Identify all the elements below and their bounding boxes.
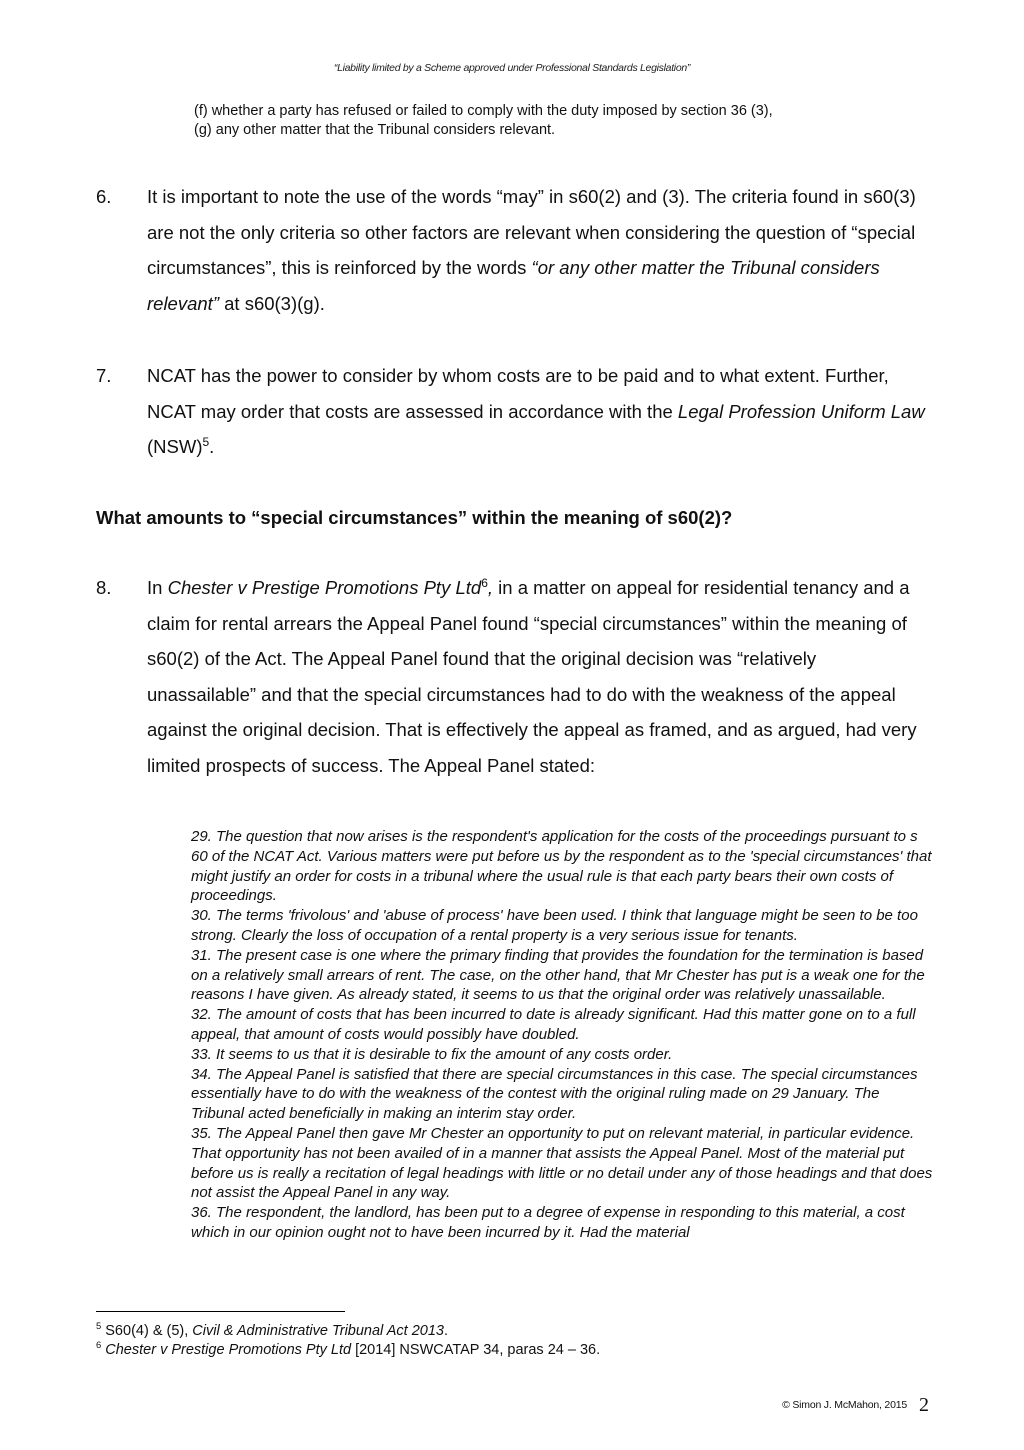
case-name: Chester v Prestige Promotions Pty Ltd (167, 577, 482, 598)
sublist-item-g: (g) any other matter that the Tribunal considers relevant. (194, 122, 556, 138)
paragraph-number: 8. (96, 577, 112, 598)
footnote-ref-6[interactable]: 6 (481, 575, 488, 590)
sublist-item-f: (f) whether a party has refused or failed to comply with the duty imposed by section 36 (3), (194, 103, 773, 119)
paragraph-6 (96, 179, 926, 321)
footnote-5: $^5$ S60(4) & (5), Civil & Administrative Tribunal Act 2013. (96, 1320, 449, 1339)
footnotes (96, 1322, 600, 1360)
page-header: “Liability limited by a Scheme approved under Professional Standards Legislation” (333, 62, 691, 74)
paragraph-7 (96, 358, 926, 465)
paragraph-body: It is important to note the use of the words “may” in s60(2) and (3). The criteria found in s60(3) are not the only criteria so other factors are relevant when considering the question of “special circumstances”, this is reinforced by the words “or any other matter the Tribunal considers relevant” at s60(3)(g). (147, 186, 916, 314)
quote-para-30: 30. The terms 'frivolous' and 'abuse of process' have been used. I think that language might be seen to be too strong. Clearly the loss of occupation of a rental property is a very serious issue for tenants. (191, 907, 918, 944)
criteria-sublist (194, 102, 773, 140)
quote-para-31: 31. The present case is one where the primary finding that provides the foundation for the termination is based on a relatively small arrears of rent. The case, on the other hand, that Mr Chester has put is a weak one for the reasons I have given. As already stated, it seems to us that the original order was relatively unassailable. (191, 946, 925, 1004)
footnote-ref-5[interactable]: 5 (202, 434, 210, 449)
quote-para-32: 32. The amount of costs that has been incurred to date is already significant. Had this matter gone on to a full appeal, that amount of costs would possibly have doubled. (191, 1006, 916, 1043)
footnote-6: $^6$ Chester v Prestige Promotions Pty Ltd [2014] NSWCATAP 34, paras 24 – 36. (96, 1339, 601, 1358)
paragraph-number: 7. (96, 365, 112, 386)
quote-para-34: 34. The Appeal Panel is satisfied that there are special circumstances in this case. The special circumstances essentially have to do with the weakness of the contest with the original ruling made on 29 January. The Tribunal acted beneficially in making an interim stay order. (191, 1065, 918, 1123)
law-title: Legal Profession Uniform Law (677, 400, 925, 422)
copyright-notice: © Simon J. McMahon, 2015 (782, 1399, 907, 1411)
paragraph-body: In Chester v Prestige Promotions Pty Ltd$^6$, in a matter on appeal for residential tenancy and a claim for rental arrears the Appeal Panel found “special circumstances” within the meaning of s60(2) of the Act. The Appeal Panel found that the original decision was “relatively unassailable” and that the special circumstances had to do with the weakness of the appeal against the original decision. That is effectively the appeal as framed, and as argued, had very limited prospects of success. The Appeal Panel stated: (147, 575, 917, 776)
section-heading: What amounts to “special circumstances” within the meaning of s60(2)? (96, 507, 733, 528)
paragraph-body: NCAT has the power to consider by whom costs are to be paid and to what extent. Further, NCAT may order that costs are assessed in accordance with the Legal Profession Uniform Law (NSW)$^5$. (147, 365, 925, 457)
page-number: 2 (919, 1394, 929, 1416)
quoted-criteria: “or any other matter the Tribunal considers relevant” (147, 257, 880, 314)
paragraph-8 (96, 570, 926, 783)
quote-para-33: 33. It seems to us that it is desirable to fix the amount of any costs order. (191, 1045, 673, 1063)
quote-para-29: 29. The question that now arises is the respondent's application for the costs of the proceedings pursuant to s 60 of the NCAT Act. Various matters were put before us by the respondent as to the 'special circumstances' that might justify an order for costs in a tribunal where the usual rule is that each party bears their own costs of proceedings. (191, 828, 932, 905)
quote-para-36: 36. The respondent, the landlord, has been put to a degree of expense in responding to this material, a cost which in our opinion ought not to have been incurred by it. Had the material (191, 1204, 905, 1241)
footnote-divider (96, 1311, 345, 1312)
quote-para-35: 35. The Appeal Panel then gave Mr Chester an opportunity to put on relevant material, in particular evidence. That opportunity has not been availed of in a manner that assists the Appeal Panel. Most of the material put before us is really a recitation of legal headings with little or no detail under any of those headings and that does not assist the Appeal Panel in any way. (191, 1124, 933, 1202)
block-quote (191, 827, 933, 1243)
paragraph-number: 6. (96, 186, 112, 207)
